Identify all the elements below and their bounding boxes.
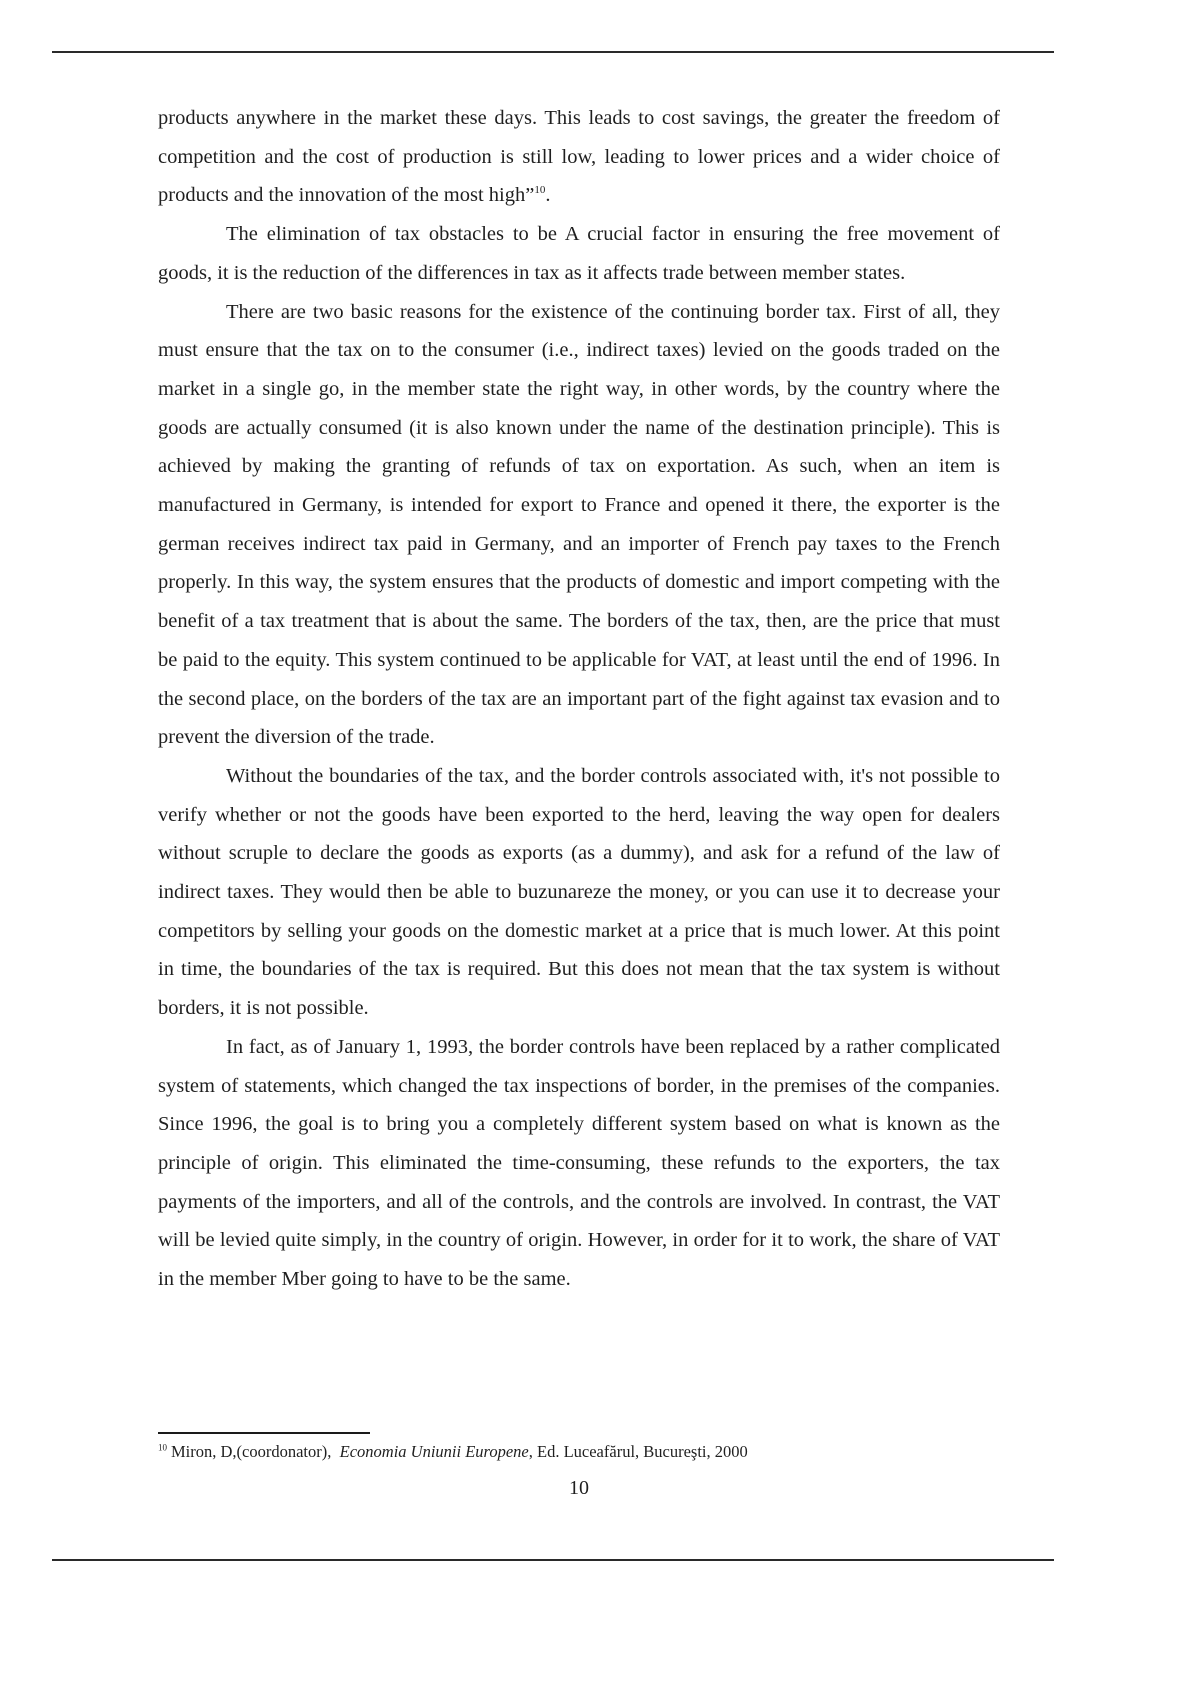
footnote-title: Economia Uniunii Europene <box>339 1442 529 1461</box>
footnote-reference[interactable]: 10 <box>534 184 546 197</box>
footnote-author: Miron, D,(coordonator), <box>171 1442 332 1461</box>
footnote-number: 10 <box>158 1442 167 1453</box>
footer-rule <box>52 1559 1054 1561</box>
paragraph-5: In fact, as of January 1, 1993, the border controls have been replaced by a rather complicated system of statements, which changed the tax inspections of border, in the premises of the companies. Since 1996, the goal is to bring you a completely different system based on what is known as the principle of origin. This eliminated the time-consuming, these refunds to the exporters, the tax payments of the importers, and all of the controls, and the controls are involved. In contrast, the VAT will be levied quite simply, in the country of origin. However, in order for it to work, the share of VAT in the member Mber going to have to be the same. <box>158 1035 1000 1291</box>
paragraph-1: products anywhere in the market these days. This leads to cost savings, the greater the freedom of competition and the cost of production is still low, leading to lower prices and a wider choice of products and the innovation of the most high”$^{10}$. <box>158 107 1000 207</box>
page-number: 10 <box>569 1477 589 1499</box>
paragraph-3: There are two basic reasons for the existence of the continuing border tax. First of all, they must ensure that the tax on to the consumer (i.e., indirect taxes) levied on the goods traded on the market in a single go, in the member state the right way, in other words, by the country where the goods are actually consumed (it is also known under the name of the destination principle). This is achieved by making the granting of refunds of tax on exportation. As such, when an item is manufactured in Germany, is intended for export to France and opened it there, the exporter is the german receives indirect tax paid in Germany, and an importer of French pay taxes to the French properly. In this way, the system ensures that the products of domestic and import competing with the benefit of a tax treatment that is about the same. The borders of the tax, then, are the price that must be paid to the equity. This system continued to be applicable for VAT, at least until the end of 1996. In the second place, on the borders of the tax are an important part of the fight against tax evasion and to prevent the diversion of the trade. <box>158 300 1000 749</box>
document-body <box>158 99 1000 1299</box>
footnote <box>158 1441 1000 1463</box>
paragraph-2: The elimination of tax obstacles to be A crucial factor in ensuring the free movement of goods, it is the reduction of the differences in tax as it affects trade between member states. <box>158 223 1000 284</box>
footnote-publisher: , Ed. Luceafărul, Bucureşti, 2000 <box>528 1442 748 1461</box>
footnote-separator <box>158 1432 370 1434</box>
paragraph-4: Without the boundaries of the tax, and the border controls associated with, it's not possible to verify whether or not the goods have been exported to the herd, leaving the way open for dealers without scruple to declare the goods as exports (as a dummy), and ask for a refund of the law of indirect taxes. They would then be able to buzunareze the money, or you can use it to decrease your competitors by selling your goods on the domestic market at a price that is much lower. At this point in time, the boundaries of the tax is required. But this does not mean that the tax system is without borders, it is not possible. <box>158 764 1000 1020</box>
header-rule <box>52 51 1054 53</box>
